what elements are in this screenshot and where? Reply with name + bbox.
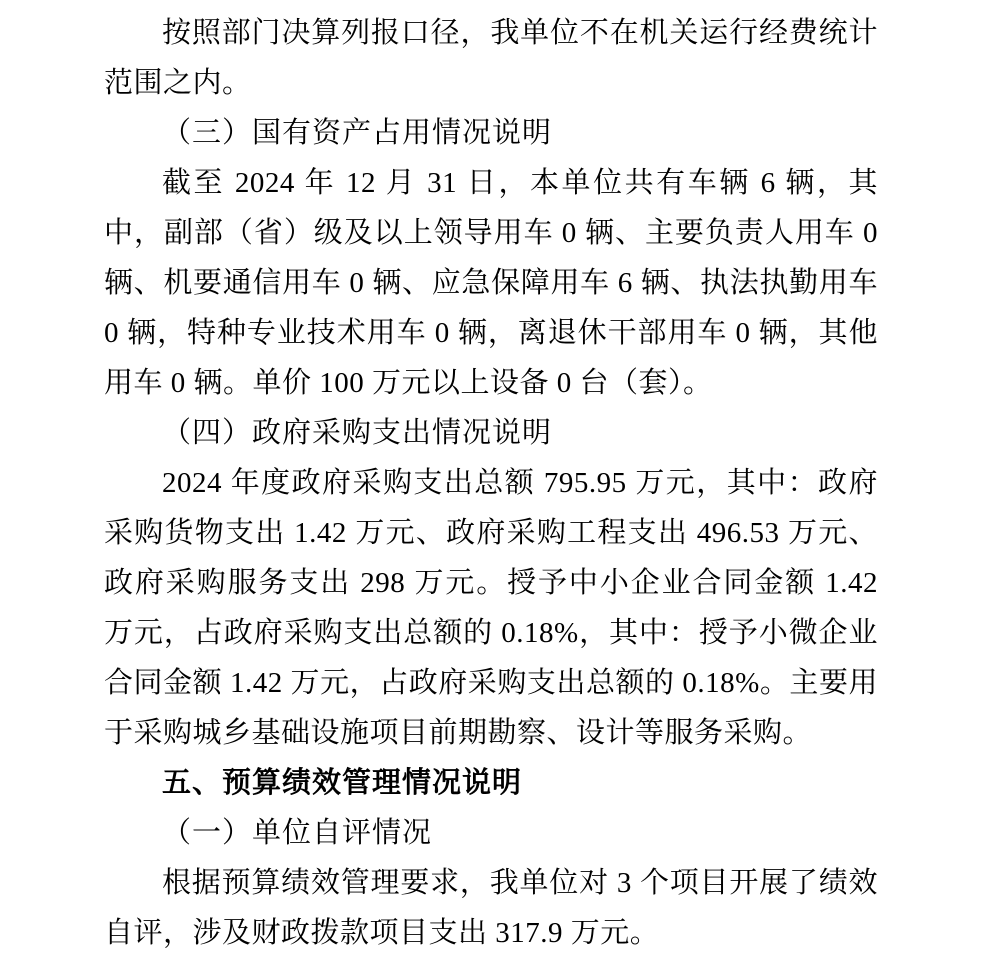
heading-unit-self-evaluation: （一）单位自评情况 bbox=[162, 817, 433, 849]
paragraph-operating-expense-scope: 按照部门决算列报口径，我单位不在机关运行经费统计范围之内。 bbox=[104, 17, 878, 99]
paragraph-self-evaluation-details: 根据预算绩效管理要求，我单位对 3 个项目开展了绩效自评，涉及财政拨款项目支出 317.9 万元。 bbox=[104, 867, 878, 949]
paragraph-procurement-details: 2024 年度政府采购支出总额 795.95 万元，其中：政府采购货物支出 1.42 万元、政府采购工程支出 496.53 万元、政府采购服务支出 298 万元。授予中小企业合同金额 1.42 万元，占政府采购支出总额的 0.18%，其中：授予小微企业合同金额 1.42 万元，占政府采购支出总额的 0.18%。主要用于采购城乡基础设施项目前期勘察、设计等服务采购。 bbox=[104, 467, 878, 749]
heading-state-assets-occupancy: （三）国有资产占用情况说明 bbox=[162, 117, 553, 149]
paragraph-vehicles-and-equipment: 截至 2024 年 12 月 31 日，本单位共有车辆 6 辆，其中，副部（省）级及以上领导用车 0 辆、主要负责人用车 0 辆、机要通信用车 0 辆、应急保障用车 6 辆、执法执勤用车 0 辆，特种专业技术用车 0 辆，离退休干部用车 0 辆，其他用车 0 辆。单价 100 万元以上设备 0 台（套）。 bbox=[104, 167, 878, 399]
heading-budget-performance-management: 五、预算绩效管理情况说明 bbox=[162, 767, 523, 799]
heading-government-procurement: （四）政府采购支出情况说明 bbox=[162, 417, 553, 449]
